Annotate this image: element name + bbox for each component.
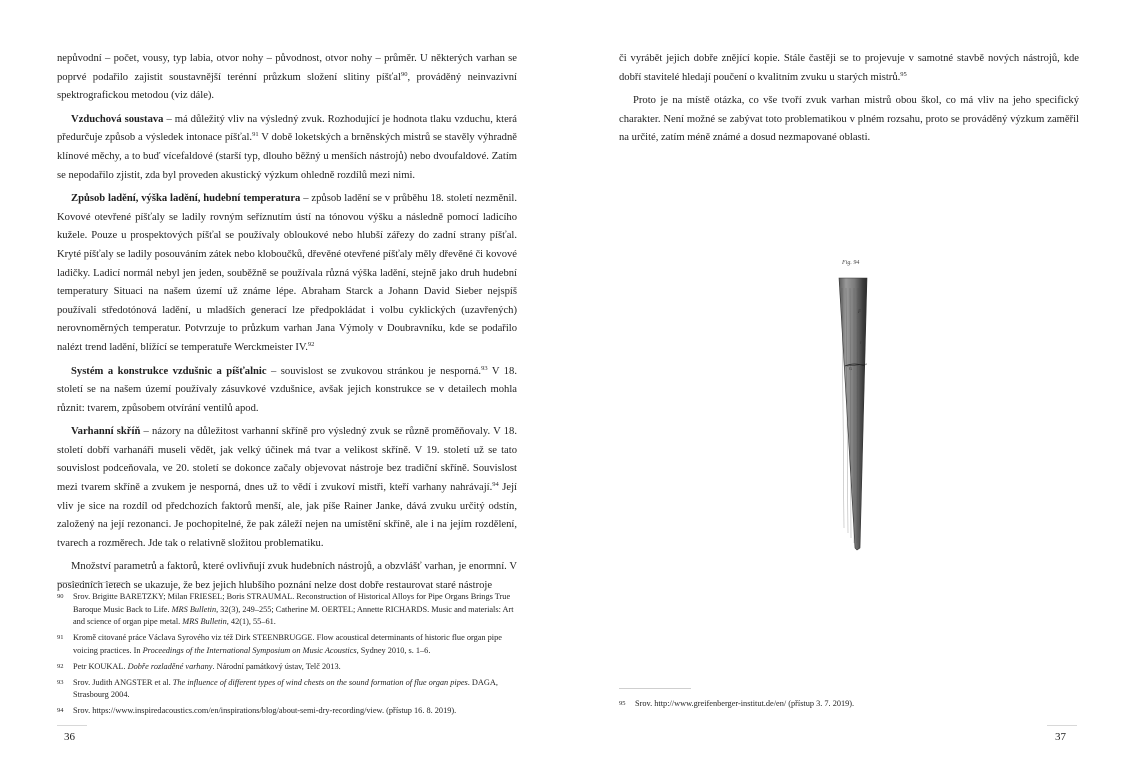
footnote-number: 95 [619, 700, 626, 707]
footnote-separator [57, 582, 129, 583]
footnote-text: Petr KOUKAL. [73, 661, 128, 671]
paragraph-text: – souvislost se zvukovou stránkou je nesporná. [266, 365, 482, 377]
paragraph-text: – názory na důležitost varhanní skříně pro výsledný zvuk se různě proměňovaly. V 18. století dobří varhanáři museli vědět, jak velký účinek má tvar a velikost skříně. V 19. století už se tato souvislost podceňovala, ve 20. století se dokonce začaly objevovat nástroje bez tradiční skříně. Souvislost mezi tvarem skříně a zvukem je nesporná, dnes už to vědí i zvukoví mistři, kteří varhany nahrávají. [57, 426, 517, 494]
footnote [57, 591, 517, 629]
footnote [619, 698, 1079, 711]
footnote-text: , 32(3), 249–255; Catherine M. OERTEL; Annette RICHARDS. Music and materials: Art and science of organ pipe metal. [73, 604, 514, 626]
footnote-number: 94 [57, 707, 64, 714]
right-body-text [619, 50, 1079, 153]
paragraph-text: Množství parametrů a faktorů, které ovlivňují zvuk hudebních nástrojů, a obzvlášť varhan, je enormní. V posledních letech se ukazuje, že bez jejich hlubšího poznání nelze dost dobře restaurovat staré nástroje [57, 561, 517, 592]
footnote-text: Srov. Brigitte BARETZKY; Milan FRIESEL; Boris STRAUMAL. Reconstruction of Historical Alloys for Pipe Organs Brings True Baroque Music Back to Life. [73, 592, 511, 614]
footnote-number: 90 [57, 593, 64, 600]
footnote-title: MRS Bulletin [171, 604, 217, 614]
figure-label: Fig. 94 [842, 260, 860, 266]
footnote-title: MRS Bulletin [182, 617, 227, 626]
footnote-text: . DAGA, Strasbourg 2004. [73, 677, 498, 699]
footnote-number: 91 [57, 634, 64, 641]
footnote-number: 93 [57, 678, 64, 686]
left-footnotes [57, 591, 517, 721]
paragraph-text-continued: , prováděný neinvazivní spektrografickou metodou (viz dále). [57, 71, 517, 102]
page-number-rule [57, 725, 87, 726]
footnote-text: Srov. Judith ANGSTER et al. [73, 677, 173, 687]
paragraph-text: – má důležitý vliv na výsledný zvuk. Rozhodující je hodnota tlaku vzduchu, která předurčuje způsob a výsledek intonace píšťal. [57, 113, 518, 144]
page-number-right: 37 [1055, 731, 1066, 743]
paragraph-text: nepůvodní – počet, vousy, typ labia, otvor nohy – původnost, otvor nohy – průměr. U některých varhan se poprvé podařilo zajistit soustavnější terénní průzkum složení slitiny píšťal [57, 53, 517, 83]
paragraph-heading: Varhanní skříň [71, 426, 141, 438]
body-paragraph [57, 363, 517, 419]
svg-text:f: f [860, 340, 862, 345]
footnote-reference[interactable]: 93 [481, 364, 488, 372]
svg-text:G: G [849, 366, 852, 371]
footnote-text: Srov. https://www.inspiredacoustics.com/en/inspirations/blog/about-semi-dry-recording/view. (přístup 16. 8. 2019). [73, 706, 457, 715]
footnote-text: Kromě citované práce Václava Syrového viz též Dirk STEENBRUGGE. Flow acoustical determinants of historic flue organ pipe voicing practices. In [73, 633, 502, 655]
organ-pipe-engraving [827, 258, 897, 558]
body-paragraph [57, 190, 517, 357]
footnote-text: , Sydney 2010, s. 1–6. [356, 645, 431, 655]
footnote-reference[interactable]: 95 [900, 70, 907, 78]
paragraph-text-continued: Její vliv je sice na rozdíl od předchozích faktorů menší, ale, jak píše Rainer Janke, dává zvuku určitý odstín, založený na její rezonanci. Je pochopitelné, že pak záleží nejen na umístění skříně, ale i na jejím rozdělení, tvarech a rozměrech. Jde tak o relativně složitou problematiku. [57, 482, 517, 549]
footnote-title: Proceedings of the International Symposium on Music Acoustics [142, 645, 357, 655]
body-paragraph [57, 111, 517, 185]
footnote-text: , 42(1), 55–61. [226, 617, 276, 626]
footnote-number: 92 [57, 662, 64, 670]
svg-text:F: F [858, 310, 862, 315]
right-footnotes [619, 698, 1079, 714]
body-paragraph [57, 50, 517, 106]
footnote [57, 632, 517, 657]
footnote-text: . Národní památkový ústav, Telč 2013. [212, 661, 341, 671]
paragraph-heading: Vzduchová soustava [71, 113, 164, 125]
footnote [57, 677, 517, 702]
footnote-title: The influence of different types of wind chests on the sound formation of flue organ pipes [172, 677, 468, 687]
footnote-text: Srov. http://www.greifenberger-institut.de/en/ (přístup 3. 7. 2019). [635, 699, 855, 708]
left-body-text [57, 50, 517, 601]
footnote [57, 705, 517, 718]
footnote [57, 661, 517, 674]
page-number-rule [1047, 725, 1077, 726]
paragraph-heading: Způsob ladění, výška ladění, hudební temperatura [71, 193, 301, 205]
footnote-reference[interactable]: 92 [307, 340, 315, 348]
paragraph-heading: Systém a konstrukce vzdušnic a píšťalnic [71, 365, 267, 377]
paragraph-text: – způsob ladění se v průběhu 18. století nezměnil. Kovové otevřené píšťaly se ladily rovným seříznutím ústí na tónovou výšku a následně pomocí ladicího kužele. Pouze u prospektových píšťal se používaly obloukové nebo hlubší zářezy do zadní strany píšťal. Kryté píšťaly se ladily posouváním zátek nebo kloboučků, dřevěné otevřené píšťaly měly dřevěné či kovové ladičky. Ladicí normál nebyl jen jeden, souběžně se používala různá výška ladění, stejně jako druh hudební temperatury Situaci na našem území už známe lépe. Abraham Starck a Johann David Sieber nejspíš používali středotónová ladění, u mladších generací lze předpokládat i volbu cyklických (uzavřených) nerovnoměrných temperatur. Potvrzuje to průzkum varhan Jana Výmoly v Doubravníku, kde se podařilo nalézt trend ladění, blížící se temperatuře Werckmeister IV. [57, 193, 517, 353]
paragraph-text: Proto je na místě otázka, co vše tvoří zvuk varhan mistrů obou škol, co má vliv na jeho specifický charakter. Není možné se zabývat toto problematikou v plném rozsahu, proto se prováděný výzkum zaměřil na určité, zatím méně známé a dosud nezmapované oblasti. [619, 95, 1079, 144]
footnote-reference[interactable]: 91 [252, 131, 259, 139]
body-paragraph [57, 423, 517, 553]
body-paragraph [619, 92, 1079, 148]
footnote-reference[interactable]: 90 [400, 70, 408, 78]
paragraph-text: či vyrábět jejich dobře znějící kopie. Stále častěji se to projevuje v samotné stavbě nových nástrojů, kde dobří stavitelé hledají poučení o kvalitním zvuku u starých mistrů. [619, 53, 1079, 83]
footnote-separator [619, 688, 691, 689]
paragraph-text-continued: V době loketských a brněnských mistrů se stavěly výhradně klínové měchy, a to buď vícefaldové (starší typ, dlouho běžný u menších nástrojů) nebo dvoufaldové. Zatím se nepodařilo zjistit, zda byl proveden akustický výzkum ohledně rozdílů mezi nimi. [57, 132, 517, 181]
footnote-reference[interactable]: 94 [492, 481, 499, 489]
right-page [567, 0, 1134, 765]
page-number-left: 36 [64, 731, 75, 743]
paragraph-text-continued: V 18. století se na našem území používaly zásuvkové vzdušnice, avšak jejich konstrukce se v detailech mohla různit: tvarem, způsobem otvírání ventilů apod. [57, 365, 517, 414]
footnote-title: Dobře rozladěné varhany [127, 661, 213, 671]
body-paragraph [619, 50, 1079, 87]
